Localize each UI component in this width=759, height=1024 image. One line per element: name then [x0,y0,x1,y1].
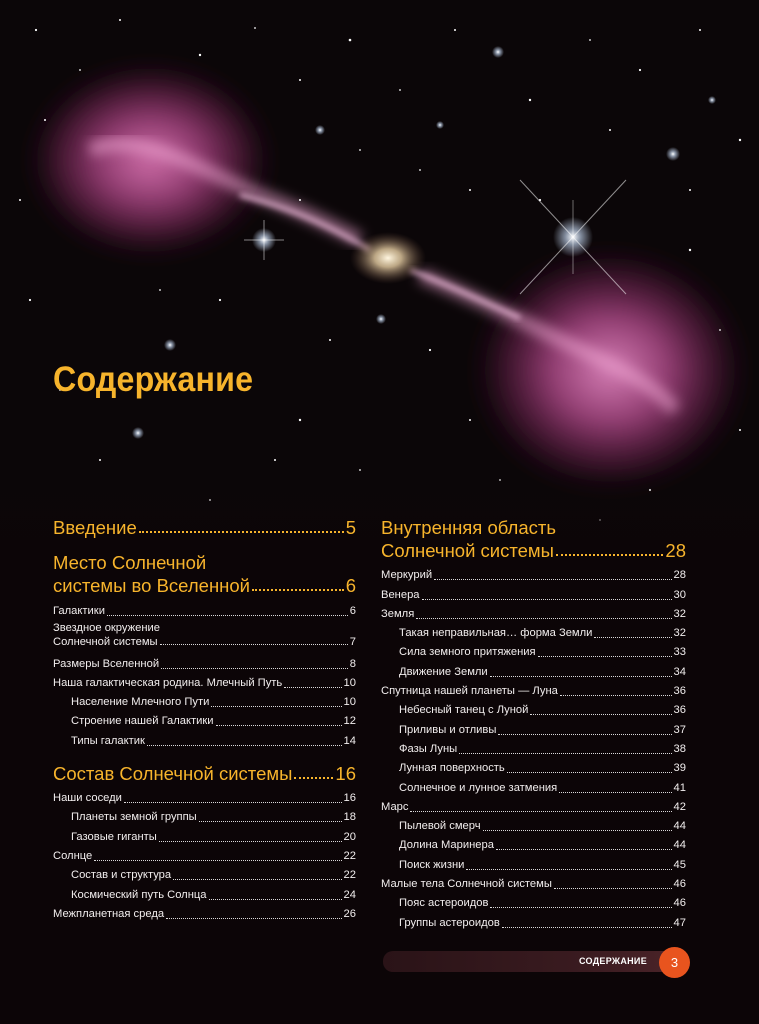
toc-entry[interactable]: Малые тела Солнечной системы 46 [381,878,686,891]
toc-subentry[interactable]: Фазы Луны 38 [399,742,686,755]
toc-subentry[interactable]: Газовые гиганты 20 [71,830,356,843]
toc-entry[interactable]: Земля 32 [381,607,686,620]
toc-entry[interactable]: Межпланетная среда 26 [53,907,356,920]
galaxy-core [350,232,426,284]
toc-subentry[interactable]: Лунная поверхность 39 [399,762,686,775]
toc-entry[interactable]: Размеры Вселенной 8 [53,657,356,670]
toc-subentry[interactable]: Небесный танец с Луной 36 [399,704,686,717]
toc-subentry[interactable]: Строение нашей Галактики 12 [71,715,356,728]
toc-section-line: Место Солнечной [53,552,207,573]
toc-left-column [53,516,356,923]
toc-subentry[interactable]: Типы галактик 14 [71,734,356,747]
toc-entry[interactable]: Галактики 6 [53,605,356,618]
toc-subentry[interactable]: Группы астероидов 47 [399,916,686,929]
footer-bar [383,951,673,972]
toc-entry[interactable]: Венера 30 [381,588,686,601]
toc-subentry[interactable]: Солнечное и лунное затмения 41 [399,781,686,794]
toc-entry[interactable]: Марс 42 [381,800,686,813]
toc-subentry[interactable]: Планеты земной группы 18 [71,811,356,824]
toc-entry[interactable]: Наша галактическая родина. Млечный Путь 10 [53,676,356,689]
toc-section-line: Внутренняя область [381,517,556,538]
toc-subentry[interactable]: Пылевой смерч 44 [399,820,686,833]
toc-section-place[interactable]: системы во Вселенной 6 [53,575,356,596]
toc-subentry[interactable]: Движение Земли 34 [399,665,686,678]
toc-subentry[interactable]: Население Млечного Пути 10 [71,696,356,709]
toc-section-intro[interactable]: Введение 5 [53,517,356,538]
toc-entry[interactable]: Меркурий 28 [381,569,686,582]
toc-entry-line: Звездное окружение [53,622,160,635]
toc-entry[interactable]: Спутница нашей планеты — Луна 36 [381,685,686,698]
toc-subentry[interactable]: Такая неправильная… форма Земли 32 [399,627,686,640]
toc-section-composition[interactable]: Состав Солнечной системы 16 [53,762,356,784]
toc-entry[interactable]: Наши соседи 16 [53,792,356,805]
toc-subentry[interactable]: Приливы и отливы 37 [399,723,686,736]
toc-subentry[interactable]: Поиск жизни 45 [399,858,686,871]
left-lobe [30,65,270,255]
toc-right-column [381,516,686,932]
toc-entry[interactable]: Солнце 22 [53,849,356,862]
toc-subentry[interactable]: Космический путь Солнца 24 [71,888,356,901]
page-title: Содержание [53,360,254,399]
toc-section-inner[interactable]: Солнечной системы 28 [381,540,686,561]
toc-subentry[interactable]: Долина Маринера 44 [399,839,686,852]
toc-entry[interactable]: Солнечной системы 7 [53,636,356,649]
toc-subentry[interactable]: Сила земного притяжения 33 [399,646,686,659]
toc-subentry[interactable]: Пояс астероидов 46 [399,897,686,910]
page-number-badge: 3 [659,947,690,978]
footer-section-label: СОДЕРЖАНИЕ [578,956,647,966]
toc-subentry[interactable]: Состав и структура 22 [71,869,356,882]
